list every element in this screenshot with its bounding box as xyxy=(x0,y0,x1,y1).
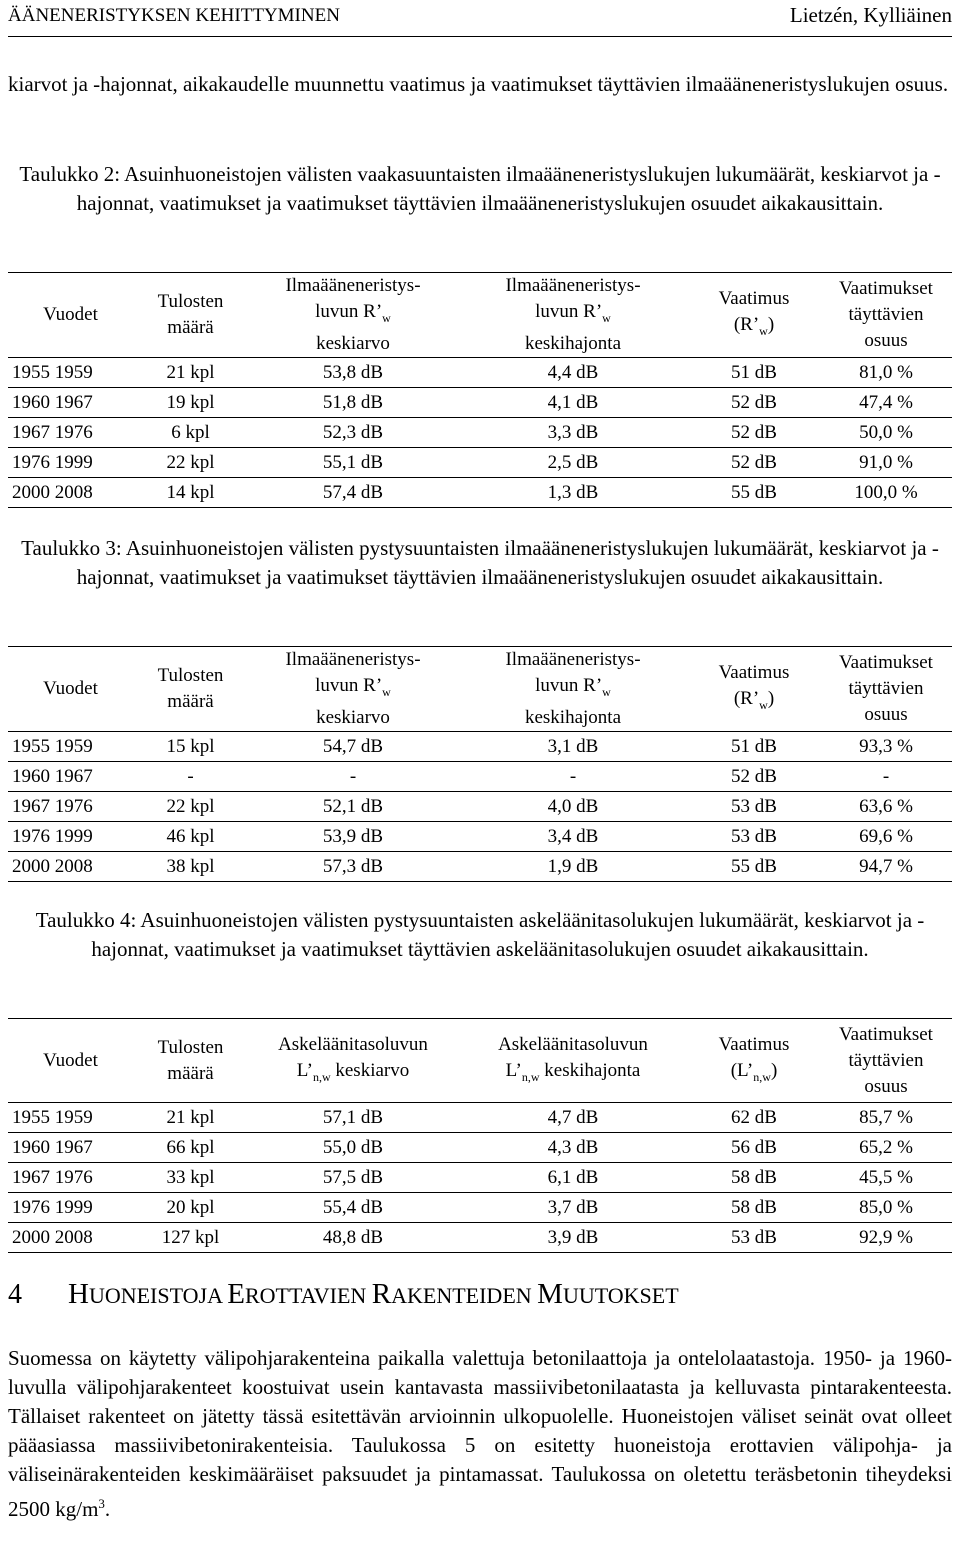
header-requirement: Vaatimus $(R’_w)$ xyxy=(718,288,790,338)
table-3 xyxy=(8,646,952,882)
table-header-row xyxy=(8,1019,952,1103)
body-paragraph: Suomessa on käytetty välipohjarakenteina paikalla valettuja betonilaattoja ja ontelolaatastoja. 1950- ja 1960-luvulla välipohjarakenteet koostuivat usein kantavasta massiivibetonilaatasta ja kelluvasta pintarakenteesta. Tällaiset rakenteet on jätetty tässä esitettävän arvioinnin ulkopuolelle. Huoneistojen väliset seinät ovat olleet pääasiassa massiivibetonirakenteisia. Taulukossa 5 on esitetty huoneistoja erottavien välipohja- ja väliseinärakenteiden keskimääräiset paksuudet ja pintamassat. Taulukossa on oletettu teräsbetonin tiheydeksi 2500 $kg/m^3$. xyxy=(8,1346,952,1521)
header-count: Tulosten määrä xyxy=(157,1036,224,1084)
table-4-caption: Taulukko 4: Asuinhuoneistojen välisten pystysuuntaisten askeläänitasolukujen lukumäärät, keskiarvot ja -hajonnat, vaatimukset ja vaatimukset täyttävien askeläänitasolukujen osuudet aikakausittain. xyxy=(35,908,925,961)
table-row: 1955 1959 21 kpl 53,8 dB 4,4 dB 51 dB 81,0 % xyxy=(8,357,952,387)
table-row: 1976 1999 46 kpl 53,9 dB 3,4 dB 53 dB 69,6 % xyxy=(8,821,952,851)
header-authors: Lietzén, Kylliäinen xyxy=(789,3,952,27)
table-row: 1960 1967 19 kpl 51,8 dB 4,1 dB 52 dB 47,4 % xyxy=(8,387,952,417)
table-row: 1967 1976 6 kpl 52,3 dB 3,3 dB 52 dB 50,0 % xyxy=(8,417,952,447)
table-row: 2000 2008 14 kpl 57,4 dB 1,3 dB 55 dB 100,0 % xyxy=(8,477,952,507)
header-requirement: Vaatimus $(R’_w)$ xyxy=(718,662,790,712)
header-mean: Ilmaääneneristys- luvun $R’_w$ keskiarvo xyxy=(285,275,421,354)
header-std: Askeläänitasoluvun $L’_{n,w}$ keskihajonta xyxy=(498,1033,648,1084)
header-std: Ilmaääneneristys- luvun $R’_w$ keskihajonta xyxy=(505,275,641,354)
intro-paragraph: kiarvot ja -hajonnat, aikakaudelle muunnettu vaatimus ja vaatimukset täyttävien ilmaääneneristyslukujen osuus. xyxy=(8,72,949,96)
header-mean: Askeläänitasoluvun $L’_{n,w}$ keskiarvo xyxy=(278,1033,428,1084)
table-header-row xyxy=(8,647,952,732)
section-heading: 4 HUONEISTOJA EROTTAVIEN RAKENTEIDEN MUUTOKSET xyxy=(8,1278,679,1310)
table-header-row xyxy=(8,273,952,358)
table-row: 1976 1999 20 kpl 55,4 dB 3,7 dB 58 dB 85,0 % xyxy=(8,1193,952,1223)
table-4 xyxy=(8,1018,952,1253)
header-years: Vuodet xyxy=(43,303,98,325)
header-years: Vuodet xyxy=(43,677,98,699)
header-share: Vaatimukset täyttävien osuus xyxy=(839,277,933,351)
header-std: Ilmaääneneristys- luvun $R’_w$ keskihajonta xyxy=(505,649,641,728)
table-row: 1960 1967 - - - 52 dB - xyxy=(8,761,952,791)
header-requirement: Vaatimus $(L’_{n,w})$ xyxy=(718,1033,790,1084)
page-header xyxy=(8,0,952,37)
header-mean: Ilmaääneneristys- luvun $R’_w$ keskiarvo xyxy=(285,649,421,728)
table-row: 1955 1959 21 kpl 57,1 dB 4,7 dB 62 dB 85,7 % xyxy=(8,1103,952,1133)
table-row: 1967 1976 33 kpl 57,5 dB 6,1 dB 58 dB 45,5 % xyxy=(8,1163,952,1193)
table-row: 2000 2008 38 kpl 57,3 dB 1,9 dB 55 dB 94,7 % xyxy=(8,851,952,881)
table-2 xyxy=(8,272,952,508)
header-share: Vaatimukset täyttävien osuus xyxy=(839,1023,933,1097)
header-count: Tulosten määrä xyxy=(157,664,224,712)
header-share: Vaatimukset täyttävien osuus xyxy=(839,651,933,725)
table-2-caption: Taulukko 2: Asuinhuoneistojen välisten vaakasuuntaisten ilmaääneneristyslukujen lukumäärät, keskiarvot ja -hajonnat, vaatimukset ja vaatimukset täyttävien ilmaääneneristyslukujen osuudet aikakausittain. xyxy=(19,162,941,215)
header-count: Tulosten määrä xyxy=(157,290,224,338)
table-row: 1976 1999 22 kpl 55,1 dB 2,5 dB 52 dB 91,0 % xyxy=(8,447,952,477)
header-years: Vuodet xyxy=(43,1049,98,1071)
table-row: 1967 1976 22 kpl 52,1 dB 4,0 dB 53 dB 63,6 % xyxy=(8,791,952,821)
table-3-caption: Taulukko 3: Asuinhuoneistojen välisten pystysuuntaisten ilmaääneneristyslukujen lukumäärät, keskiarvot ja -hajonnat, vaatimukset ja vaatimukset täyttävien ilmaääneneristyslukujen osuudet aikakausittain. xyxy=(21,536,939,589)
table-row: 1960 1967 66 kpl 55,0 dB 4,3 dB 56 dB 65,2 % xyxy=(8,1133,952,1163)
section-number: 4 xyxy=(8,1279,22,1310)
header-title: ÄÄNENERISTYKSEN KEHITTYMINEN xyxy=(8,5,340,26)
table-row: 2000 2008 127 kpl 48,8 dB 3,9 dB 53 dB 92,9 % xyxy=(8,1223,952,1253)
table-row: 1955 1959 15 kpl 54,7 dB 3,1 dB 51 dB 93,3 % xyxy=(8,731,952,761)
